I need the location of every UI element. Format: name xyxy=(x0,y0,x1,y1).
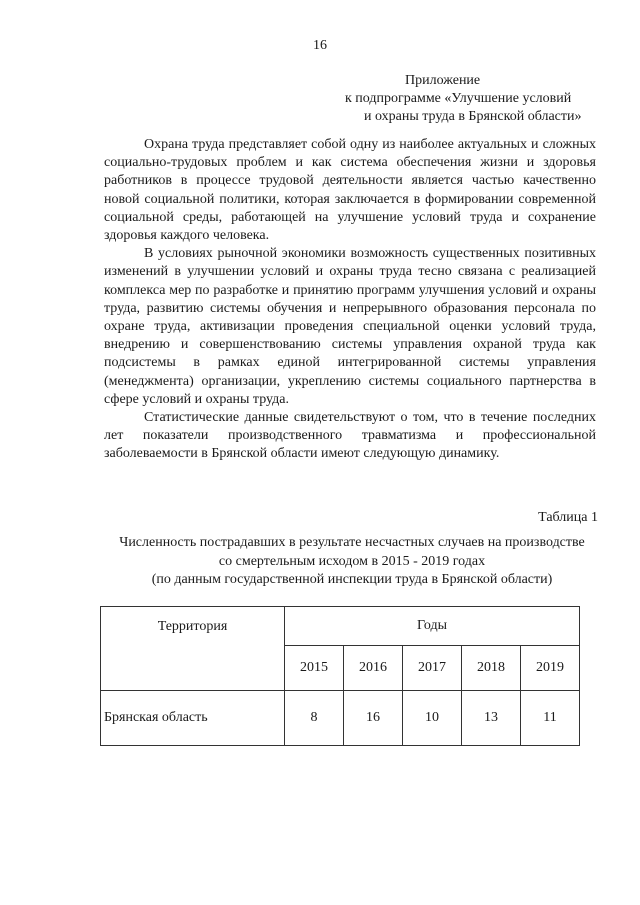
table-title-line: со смертельным исходом в 2015 - 2019 годах xyxy=(218,553,486,569)
year-header: 2017 xyxy=(403,646,462,691)
paragraph: Статистические данные свидетельствуют о том, что в течение последних лет показатели производственного травматизма и профессиональной заболеваемости в Брянской области имеют следующую динамику. xyxy=(104,410,596,462)
table-caption: Таблица 1 xyxy=(538,510,598,525)
table-header-row xyxy=(101,607,580,646)
appendix-heading xyxy=(300,72,600,126)
data-table xyxy=(100,606,580,746)
table-title-line: (по данным государственной инспекции труда в Брянской области) xyxy=(151,572,553,587)
year-header: 2016 xyxy=(344,646,403,691)
year-header: 2018 xyxy=(462,646,521,691)
page-number: 16 xyxy=(313,38,327,53)
header-territory: Территория xyxy=(101,607,285,691)
year-header: 2019 xyxy=(521,646,580,691)
value-cell: 13 xyxy=(462,691,521,746)
paragraph: Охрана труда представляет собой одну из наиболее актуальных и сложных социально-трудовых проблем и как система обеспечения жизни и здоровья работников в процессе трудовой деятельности является частью качественно новой социальной политики, которая заключается в формировании современной социальной среды, работающей на улучшение условий труда и сохранение здоровья каждого человека. xyxy=(104,137,596,244)
paragraph: В условиях рыночной экономики возможность существенных позитивных изменений в улучшении условий и охраны труда тесно связана с реализацией комплекса мер по разработке и принятию программ улучшения условий и охраны труда, развитию системы обучения и непрерывного образования персонала по охране труда, активизации проведения специальной оценки условий труда, внедрению и совершенствованию системы управления охраной труда как подсистемы в рамках единой интегрированной системы управления (менеджмента) организации, укреплению системы социального партнерства в сфере условий и охраны труда. xyxy=(104,246,596,407)
appendix-line: Приложение xyxy=(405,73,481,88)
year-header: 2015 xyxy=(285,646,344,691)
header-years: Годы xyxy=(285,607,580,646)
appendix-line: и охраны труда в Брянской области» xyxy=(364,109,582,124)
value-cell: 16 xyxy=(344,691,403,746)
table-row xyxy=(101,691,580,746)
appendix-line: к подпрограмме «Улучшение условий xyxy=(345,91,572,106)
table-title-line: Численность пострадавших в результате несчастных случаев на производстве xyxy=(119,535,585,550)
value-cell: 8 xyxy=(285,691,344,746)
territory-cell: Брянская область xyxy=(101,691,285,746)
value-cell: 10 xyxy=(403,691,462,746)
value-cell: 11 xyxy=(521,691,580,746)
body-text xyxy=(104,136,596,464)
table-title xyxy=(98,534,606,590)
